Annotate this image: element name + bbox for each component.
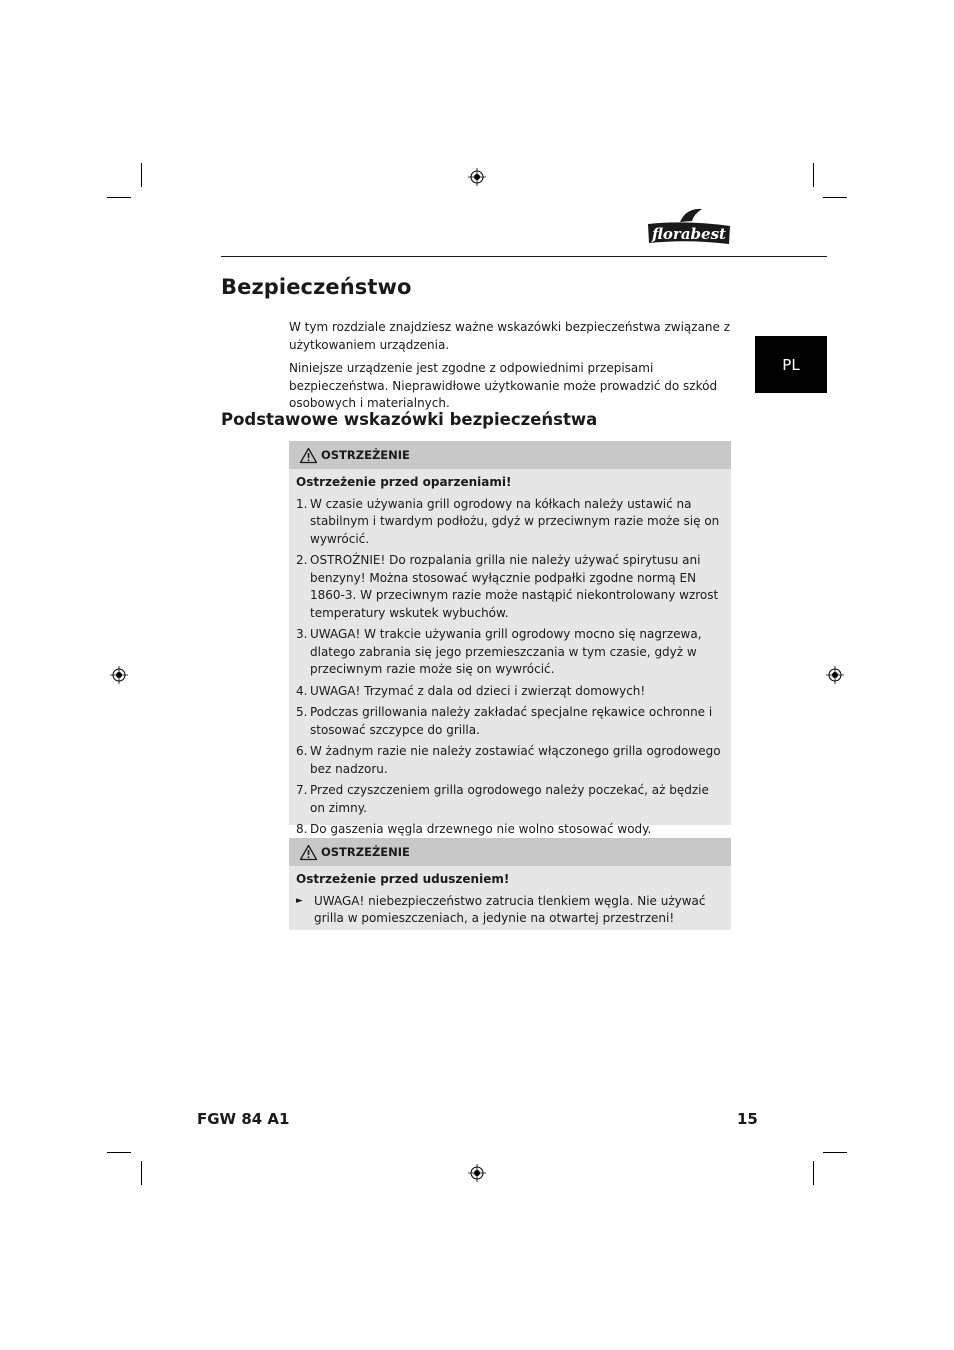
crop-mark [107,1152,131,1153]
crop-mark [141,163,142,187]
list-text: W żadnym razie nie należy zostawiać włączonego grilla ogrodowego bez nadzoru. [310,744,721,776]
list-text: UWAGA! Trzymać z dala od dzieci i zwierząt domowych! [310,683,646,698]
list-item [296,782,723,817]
language-tab: PL [755,336,827,393]
warning-label: OSTRZEŻENIE [321,448,410,462]
list-item [296,893,723,928]
intro-text [289,319,739,419]
arrow-bullet-icon: ► [296,895,303,906]
list-number: 8. [296,822,308,836]
warning-triangle-icon [299,844,318,861]
list-text: Przed czyszczeniem grilla ogrodowego należy poczekać, aż będzie on zimny. [310,783,709,815]
svg-text:florabest: florabest [652,225,726,243]
list-item [296,552,723,622]
list-item [296,743,723,778]
warning-header [289,838,731,866]
warning-body [289,469,731,846]
list-number: 5. [296,705,308,719]
crop-mark [141,1161,142,1185]
page-title: Bezpieczeństwo [221,275,412,299]
list-item [296,496,723,549]
page-number: 15 [737,1110,758,1128]
crop-mark [813,1161,814,1185]
crop-mark [823,197,847,198]
warning-triangle-icon [299,447,318,464]
warning-header [289,441,731,469]
florabest-logo [646,206,732,246]
warning-body [289,866,731,931]
list-text: UWAGA! niebezpieczeństwo zatrucia tlenkiem węgla. Nie używać grilla w pomieszczeniach, a jedynie na otwartej przestrzeni! [314,893,706,925]
warning-list [296,496,723,839]
crop-mark [813,163,814,187]
registration-mark-icon [468,1164,486,1182]
list-number: 1. [296,496,308,511]
list-number: 4. [296,683,308,698]
list-text: UWAGA! W trakcie używania grill ogrodowy mocno się nagrzewa, dlatego zabrania się jego przemieszczania w tym czasie, gdyż w przeciwnym razie może się on wywrócić. [310,627,702,676]
list-text: Podczas grillowania należy zakładać specjalne rękawice ochronne i stosować szczypce do grilla. [310,705,713,737]
registration-mark-icon [468,168,486,186]
warning-list [296,893,723,928]
intro-paragraph: Niniejsze urządzenie jest zgodne z odpowiednimi przepisami bezpieczeństwa. Nieprawidłowe użytkowanie może prowadzić do szkód osobowych i materialnych. [289,361,718,410]
warning-box-burns [289,441,731,836]
registration-mark-icon [110,666,128,684]
crop-mark [107,197,131,198]
list-number: 2. [296,553,308,567]
warning-subtitle: Ostrzeżenie przed uduszeniem! [296,872,510,886]
list-text: OSTROŻNIE! Do rozpalania grilla nie należy używać spirytusu ani benzyny! Można stosować wyłącznie podpałki zgodne normą EN 1860-3. W przeciwnym razie może nastąpić niekontrolowany wzrost temperatury wskutek wybuchów. [310,553,719,620]
section-title: Podstawowe wskazówki bezpieczeństwa [221,410,598,429]
crop-mark [823,1152,847,1153]
list-item [296,821,723,839]
warning-label: OSTRZEŻENIE [321,845,410,859]
registration-mark-icon [826,666,844,684]
warning-subtitle: Ostrzeżenie przed oparzeniami! [296,475,512,489]
list-item [296,683,723,701]
list-number: 3. [296,627,308,641]
footer-model: FGW 84 A1 [197,1110,290,1128]
list-number: 6. [296,744,308,758]
intro-paragraph: W tym rozdziale znajdziesz ważne wskazówki bezpieczeństwa związane z użytkowaniem urządzenia. [289,320,731,352]
list-text: W czasie używania grill ogrodowy na kółkach należy ustawić na stabilnym i twardym podłożu, gdyż w przeciwnym razie może się on wywrócić. [310,496,720,546]
list-item [296,626,723,679]
warning-box-suffocation [289,838,731,930]
list-number: 7. [296,783,308,797]
list-item [296,704,723,739]
header-rule [221,256,827,257]
list-text: Do gaszenia węgla drzewnego nie wolno stosować wody. [310,822,652,836]
